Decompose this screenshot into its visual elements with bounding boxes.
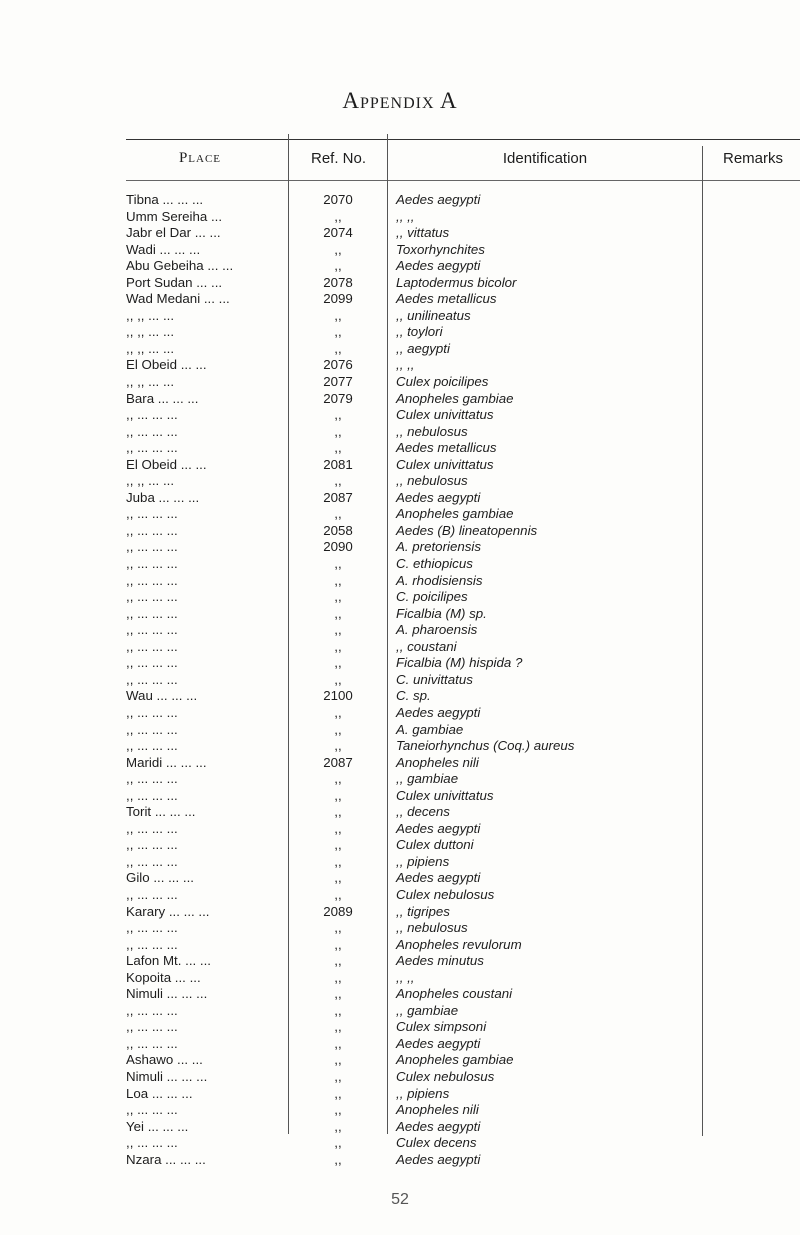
column-header-ref: Ref. No.	[310, 150, 367, 167]
place-cell: ,, ,, ... ...	[126, 307, 175, 323]
ref-cell: ,,	[334, 771, 342, 787]
place-cell: Lafon Mt. ... ...	[126, 953, 211, 969]
place-cell: ,, ... ... ...	[126, 886, 178, 902]
ref-cell: ,,	[334, 920, 342, 936]
ref-cell: 2079	[323, 390, 353, 406]
ref-cell: ,,	[334, 556, 342, 572]
column-header-identification: Identification	[502, 150, 588, 167]
ref-cell: ,,	[334, 1052, 342, 1068]
table-row	[0, 490, 800, 507]
table-row	[0, 357, 800, 374]
place-cell: Bara ... ... ...	[126, 390, 199, 406]
table-row	[0, 1036, 800, 1053]
ref-cell: ,,	[334, 622, 342, 638]
place-cell: ,, ... ... ...	[126, 787, 178, 803]
ref-cell: 2090	[323, 539, 353, 555]
table-top-rule	[126, 139, 800, 140]
identification-cell: Culex nebulosus	[396, 1068, 495, 1084]
table-row	[0, 854, 800, 871]
place-cell: ,, ... ... ...	[126, 738, 178, 754]
identification-cell: ,, coustani	[396, 638, 457, 654]
identification-cell: C. univittatus	[396, 671, 473, 687]
table-row	[0, 887, 800, 904]
identification-cell: C. poicilipes	[396, 589, 468, 605]
identification-cell: Culex simpsoni	[396, 1019, 487, 1035]
identification-cell: Aedes aegypti	[396, 489, 481, 505]
place-cell: Nimuli ... ... ...	[126, 1068, 208, 1084]
header-bottom-rule	[126, 180, 800, 181]
ref-cell: ,,	[334, 655, 342, 671]
identification-cell: ,, ,,	[396, 969, 415, 985]
table-row	[0, 821, 800, 838]
ref-cell: ,,	[334, 1019, 342, 1035]
identification-cell: ,, pipiens	[396, 853, 450, 869]
place-cell: Gilo ... ... ...	[126, 870, 194, 886]
table-row	[0, 291, 800, 308]
identification-cell: Toxorhynchites	[396, 241, 485, 257]
table-row	[0, 705, 800, 722]
identification-cell: Anopheles nili	[396, 754, 479, 770]
place-cell: ,, ... ... ...	[126, 771, 178, 787]
place-cell: ,, ... ... ...	[126, 407, 178, 423]
place-cell: ,, ... ... ...	[126, 704, 178, 720]
identification-cell: Anopheles revulorum	[396, 936, 522, 952]
identification-cell: Culex univittatus	[396, 787, 494, 803]
table-row	[0, 225, 800, 242]
place-cell: Abu Gebeiha ... ...	[126, 258, 234, 274]
place-cell: El Obeid ... ...	[126, 456, 207, 472]
ref-cell: ,,	[334, 589, 342, 605]
table-row	[0, 937, 800, 954]
ref-cell: 2076	[323, 357, 353, 373]
ref-cell: ,,	[334, 886, 342, 902]
ref-cell: ,,	[334, 440, 342, 456]
identification-cell: ,, unilineatus	[396, 307, 471, 323]
table-row	[0, 242, 800, 259]
identification-cell: C. sp.	[396, 688, 431, 704]
table-row	[0, 341, 800, 358]
place-cell: ,, ... ... ...	[126, 1102, 178, 1118]
identification-cell: Aedes metallicus	[396, 440, 497, 456]
table-row	[0, 275, 800, 292]
ref-cell: 2100	[323, 688, 353, 704]
table-row	[0, 655, 800, 672]
identification-cell: Anopheles coustani	[396, 986, 513, 1002]
table-row	[0, 904, 800, 921]
ref-cell: 2078	[323, 274, 353, 290]
identification-cell: Culex poicilipes	[396, 374, 489, 390]
ref-cell: ,,	[334, 1151, 342, 1167]
identification-cell: Aedes aegypti	[396, 820, 481, 836]
table-row	[0, 391, 800, 408]
place-cell: ,, ... ... ...	[126, 1035, 178, 1051]
ref-cell: ,,	[334, 969, 342, 985]
table-row	[0, 324, 800, 341]
table-row	[0, 804, 800, 821]
identification-cell: Ficalbia (M) hispida ?	[396, 655, 523, 671]
table-row	[0, 1003, 800, 1020]
identification-cell: Aedes aegypti	[396, 1118, 481, 1134]
table-body	[0, 192, 800, 1168]
place-cell: ,, ... ... ...	[126, 920, 178, 936]
ref-cell: 2099	[323, 291, 353, 307]
ref-cell: ,,	[334, 572, 342, 588]
identification-cell: ,, nebulosus	[396, 473, 468, 489]
table-row	[0, 1135, 800, 1152]
identification-cell: ,, ,,	[396, 208, 415, 224]
table-row	[0, 953, 800, 970]
identification-cell: Aedes (B) lineatopennis	[396, 522, 538, 538]
table-row	[0, 473, 800, 490]
ref-cell: ,,	[334, 1068, 342, 1084]
table-row	[0, 523, 800, 540]
table-row	[0, 1019, 800, 1036]
identification-cell: C. ethiopicus	[396, 556, 473, 572]
place-cell: Wadi ... ... ...	[126, 241, 201, 257]
table-row	[0, 457, 800, 474]
identification-cell: Aedes aegypti	[396, 870, 481, 886]
ref-cell: ,,	[334, 1035, 342, 1051]
identification-cell: A. gambiae	[396, 721, 464, 737]
table-row	[0, 192, 800, 209]
table-row	[0, 374, 800, 391]
ref-cell: ,,	[334, 340, 342, 356]
identification-cell: Aedes aegypti	[396, 192, 481, 207]
place-cell: Kopoita ... ...	[126, 969, 201, 985]
table-row	[0, 424, 800, 441]
column-header-remarks: Remarks	[722, 150, 783, 167]
place-cell: Loa ... ... ...	[126, 1085, 193, 1101]
place-cell: ,, ... ... ...	[126, 572, 178, 588]
table-row	[0, 308, 800, 325]
table-row	[0, 1102, 800, 1119]
table-row	[0, 258, 800, 275]
table-row	[0, 1086, 800, 1103]
identification-cell: Culex duttoni	[396, 837, 474, 853]
place-cell: ,, ,, ... ...	[126, 340, 175, 356]
ref-cell: ,,	[334, 241, 342, 257]
place-cell: Ashawo ... ...	[126, 1052, 203, 1068]
identification-cell: Anopheles gambiae	[396, 390, 514, 406]
ref-cell: ,,	[334, 671, 342, 687]
page-number: 52	[391, 1191, 409, 1208]
place-cell: ,, ... ... ...	[126, 820, 178, 836]
identification-cell: ,, ,,	[396, 357, 415, 373]
ref-cell: 2077	[323, 374, 353, 390]
ref-cell: ,,	[334, 837, 342, 853]
place-cell: ,, ,, ... ...	[126, 374, 175, 390]
identification-cell: ,, vittatus	[396, 225, 450, 241]
ref-cell: 2074	[323, 225, 353, 241]
place-cell: Tibna ... ... ...	[126, 192, 204, 207]
ref-cell: 2087	[323, 754, 353, 770]
place-cell: Nzara ... ... ...	[126, 1151, 206, 1167]
identification-cell: Culex decens	[396, 1135, 477, 1151]
table-row	[0, 506, 800, 523]
place-cell: ,, ... ... ...	[126, 655, 178, 671]
ref-cell: ,,	[334, 738, 342, 754]
identification-cell: Anopheles gambiae	[396, 1052, 514, 1068]
ref-cell: ,,	[334, 1002, 342, 1018]
place-cell: Nimuli ... ... ...	[126, 986, 208, 1002]
ref-cell: ,,	[334, 870, 342, 886]
place-cell: ,, ... ... ...	[126, 539, 178, 555]
place-cell: ,, ,, ... ...	[126, 473, 175, 489]
identification-cell: Aedes minutus	[396, 953, 484, 969]
table-row	[0, 837, 800, 854]
ref-cell: ,,	[334, 407, 342, 423]
identification-cell: Laptodermus bicolor	[396, 274, 517, 290]
ref-cell: ,,	[334, 936, 342, 952]
identification-cell: Culex nebulosus	[396, 886, 495, 902]
ref-cell: ,,	[334, 1135, 342, 1151]
place-cell: Yei ... ... ...	[126, 1118, 189, 1134]
table-row	[0, 639, 800, 656]
place-cell: Juba ... ... ...	[126, 489, 200, 505]
page-title: Appendix A	[342, 88, 458, 113]
table-row	[0, 407, 800, 424]
identification-cell: Culex univittatus	[396, 407, 494, 423]
place-cell: ,, ... ... ...	[126, 622, 178, 638]
place-cell: El Obeid ... ...	[126, 357, 207, 373]
place-cell: ,, ... ... ...	[126, 853, 178, 869]
place-cell: Torit ... ... ...	[126, 804, 196, 820]
place-cell: ,, ... ... ...	[126, 1002, 178, 1018]
table-row	[0, 606, 800, 623]
table-row	[0, 573, 800, 590]
place-cell: ,, ... ... ...	[126, 589, 178, 605]
identification-cell: ,, tigripes	[396, 903, 450, 919]
identification-cell: Anopheles gambiae	[396, 506, 514, 522]
ref-cell: ,,	[334, 473, 342, 489]
table-row	[0, 440, 800, 457]
ref-cell: ,,	[334, 638, 342, 654]
table-row	[0, 209, 800, 226]
identification-cell: Culex univittatus	[396, 456, 494, 472]
ref-cell: 2070	[323, 192, 353, 207]
table-row	[0, 1152, 800, 1169]
table-row	[0, 672, 800, 689]
ref-cell: ,,	[334, 1102, 342, 1118]
identification-cell: ,, nebulosus	[396, 423, 468, 439]
place-cell: Karary ... ... ...	[126, 903, 210, 919]
table-row	[0, 589, 800, 606]
ref-cell: ,,	[334, 804, 342, 820]
table-row	[0, 539, 800, 556]
place-cell: ,, ... ... ...	[126, 556, 178, 572]
place-cell: ,, ... ... ...	[126, 440, 178, 456]
table-row	[0, 870, 800, 887]
identification-cell: ,, gambiae	[396, 771, 459, 787]
ref-cell: ,,	[334, 853, 342, 869]
table-row	[0, 1052, 800, 1069]
identification-cell: ,, decens	[396, 804, 450, 820]
identification-cell: ,, nebulosus	[396, 920, 468, 936]
place-cell: ,, ... ... ...	[126, 721, 178, 737]
table-row	[0, 1069, 800, 1086]
ref-cell: ,,	[334, 324, 342, 340]
ref-cell: ,,	[334, 307, 342, 323]
table-row	[0, 788, 800, 805]
ref-cell: 2089	[323, 903, 353, 919]
table-row	[0, 622, 800, 639]
identification-cell: ,, pipiens	[396, 1085, 450, 1101]
ref-cell: 2058	[323, 522, 353, 538]
place-cell: Maridi ... ... ...	[126, 754, 207, 770]
identification-cell: Aedes aegypti	[396, 704, 481, 720]
place-cell: ,, ... ... ...	[126, 837, 178, 853]
identification-cell: Anopheles nili	[396, 1102, 479, 1118]
place-cell: ,, ... ... ...	[126, 1019, 178, 1035]
table-row	[0, 755, 800, 772]
place-cell: ,, ... ... ...	[126, 1135, 178, 1151]
ref-cell: 2081	[323, 456, 353, 472]
identification-cell: Aedes aegypti	[396, 1151, 481, 1167]
identification-cell: ,, toylori	[396, 324, 443, 340]
place-cell: Wad Medani ... ...	[126, 291, 230, 307]
place-cell: ,, ,, ... ...	[126, 324, 175, 340]
place-cell: Umm Sereiha ...	[126, 208, 223, 224]
identification-cell: ,, gambiae	[396, 1002, 459, 1018]
identification-cell: Taneiorhynchus (Coq.) aureus	[396, 738, 575, 754]
ref-cell: ,,	[334, 1118, 342, 1134]
ref-cell: ,,	[334, 820, 342, 836]
place-cell: ,, ... ... ...	[126, 506, 178, 522]
place-cell: ,, ... ... ...	[126, 638, 178, 654]
table-row	[0, 738, 800, 755]
table-row	[0, 722, 800, 739]
ref-cell: ,,	[334, 208, 342, 224]
place-cell: ,, ... ... ...	[126, 671, 178, 687]
table-row	[0, 771, 800, 788]
identification-cell: A. pharoensis	[396, 622, 478, 638]
ref-cell: ,,	[334, 423, 342, 439]
identification-cell: ,, aegypti	[396, 340, 450, 356]
identification-cell: A. pretoriensis	[396, 539, 481, 555]
place-cell: ,, ... ... ...	[126, 522, 178, 538]
table-row	[0, 970, 800, 987]
ref-cell: ,,	[334, 1085, 342, 1101]
ref-cell: 2087	[323, 489, 353, 505]
ref-cell: ,,	[334, 953, 342, 969]
ref-cell: ,,	[334, 986, 342, 1002]
place-cell: Jabr el Dar ... ...	[126, 225, 221, 241]
identification-cell: Aedes aegypti	[396, 1035, 481, 1051]
table-row	[0, 1119, 800, 1136]
table-row	[0, 556, 800, 573]
ref-cell: ,,	[334, 258, 342, 274]
identification-cell: Ficalbia (M) sp.	[396, 605, 487, 621]
ref-cell: ,,	[334, 721, 342, 737]
place-cell: ,, ... ... ...	[126, 423, 178, 439]
place-cell: Wau ... ... ...	[126, 688, 198, 704]
place-cell: ,, ... ... ...	[126, 605, 178, 621]
ref-cell: ,,	[334, 787, 342, 803]
ref-cell: ,,	[334, 605, 342, 621]
identification-cell: Aedes metallicus	[396, 291, 497, 307]
place-cell: ,, ... ... ...	[126, 936, 178, 952]
table-row	[0, 920, 800, 937]
place-cell: Port Sudan ... ...	[126, 274, 223, 290]
ref-cell: ,,	[334, 704, 342, 720]
column-header-place: Place	[178, 150, 222, 166]
ref-cell: ,,	[334, 506, 342, 522]
table-row	[0, 986, 800, 1003]
identification-cell: Aedes aegypti	[396, 258, 481, 274]
table-row	[0, 688, 800, 705]
identification-cell: A. rhodisiensis	[396, 572, 483, 588]
